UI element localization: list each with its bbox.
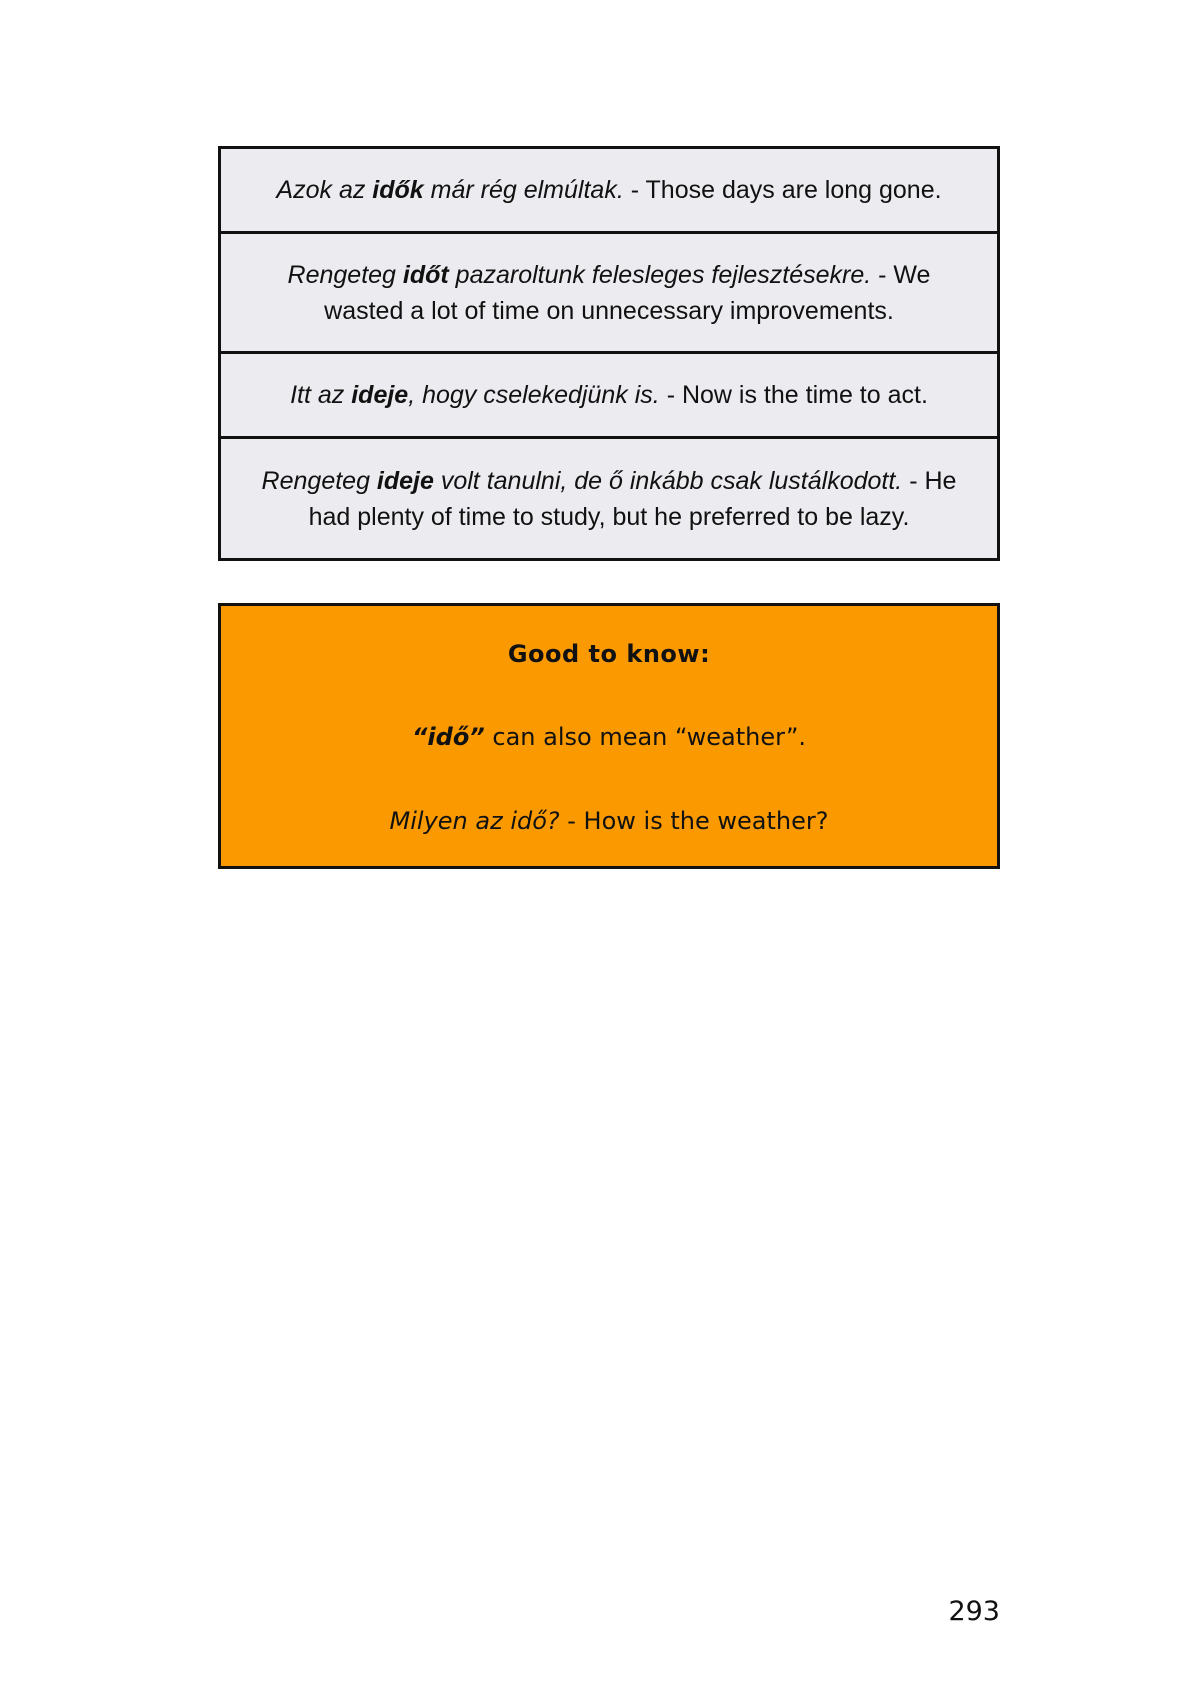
example-text bbox=[249, 257, 969, 329]
example-row bbox=[221, 234, 997, 354]
tip-meaning-line bbox=[221, 723, 997, 751]
example-text bbox=[249, 463, 969, 535]
hungarian-sentence: Itt az ideje, hogy cselekedjünk is. bbox=[290, 381, 660, 409]
hungarian-sentence: Rengeteg ideje volt tanulni, de ő inkább csak lustálkodott. bbox=[261, 466, 903, 495]
good-to-know-box bbox=[218, 603, 1000, 869]
tip-title: Good to know: bbox=[507, 640, 711, 668]
english-translation: - Those days are long gone. bbox=[623, 176, 942, 204]
hungarian-sentence: Rengeteg időt pazaroltunk felesleges fejlesztésekre. bbox=[287, 260, 872, 289]
tip-answer: - How is the weather? bbox=[559, 807, 829, 835]
key-word: ideje bbox=[351, 381, 409, 409]
page-number: 293 bbox=[948, 1596, 1000, 1627]
key-word: idők bbox=[372, 176, 424, 204]
example-text bbox=[290, 377, 928, 413]
english-translation: - He had plenty of time to study, but he preferred to be lazy. bbox=[308, 466, 957, 531]
tip-meaning: can also mean “weather”. bbox=[484, 723, 807, 751]
examples-table bbox=[218, 146, 1000, 561]
hungarian-sentence: Azok az idők már rég elmúltak. bbox=[276, 176, 624, 204]
example-row bbox=[221, 149, 997, 234]
english-translation: - We wasted a lot of time on unnecessary improvements. bbox=[324, 260, 931, 325]
example-row bbox=[221, 354, 997, 439]
key-word: ideje bbox=[376, 466, 434, 495]
example-row bbox=[221, 439, 997, 558]
tip-example-line bbox=[221, 807, 997, 835]
tip-word: “idő” bbox=[411, 723, 485, 751]
english-translation: - Now is the time to act. bbox=[659, 381, 928, 409]
key-word: időt bbox=[402, 260, 449, 289]
example-text bbox=[276, 172, 941, 208]
tip-question: Milyen az idő? bbox=[389, 807, 560, 835]
